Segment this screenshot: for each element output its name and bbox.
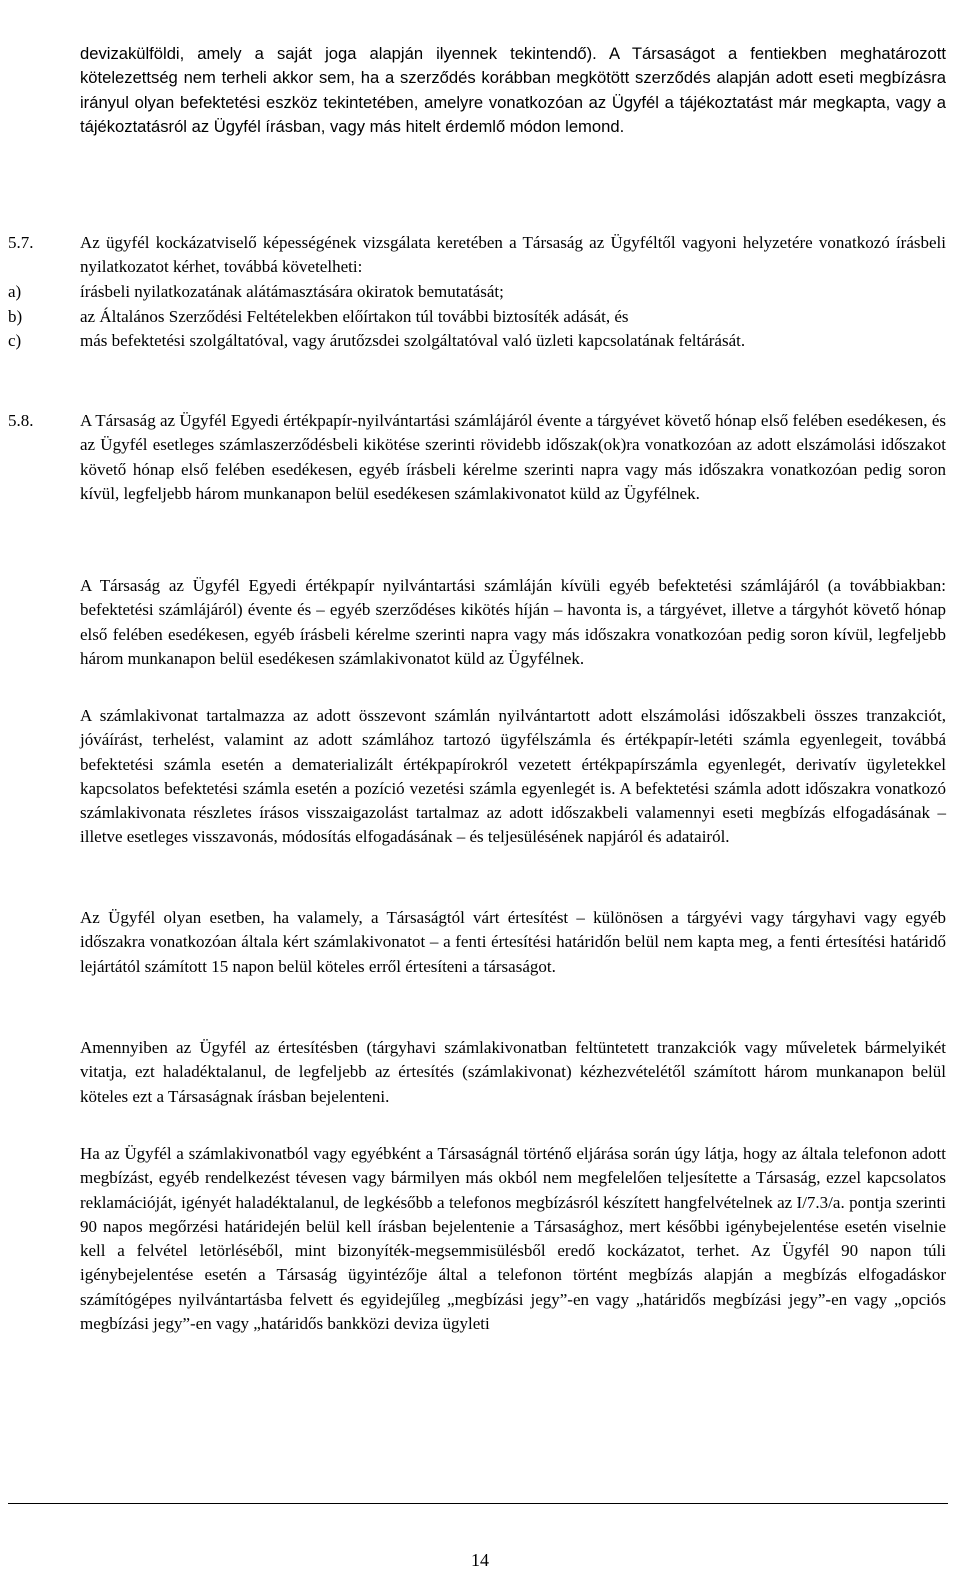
section-5-7-text: Az ügyfél kockázatviselő képességének vizsgálata keretében a Társaság az Ügyféltől vagyoni helyzetére vonatkozó írásbeli nyilatkozatot kérhet, továbbá követelheti: [80,233,946,277]
list-item-label-a: a) [8,282,22,301]
section-5-8-number: 5.8. [8,411,34,430]
section-5-8-paragraph-2: A Társaság az Ügyfél Egyedi értékpapír nyilvántartási számláján kívüli egyéb befektetési számlájáról (a továbbiakban: befektetési számlájáról) évente és – egyéb szerződéses kikötés híján – havonta is, a tárgyévet, illetve a tárgyhót követő hónap első felében esedékesen, egyéb írásbeli kérelme szerinti napra vagy más időszakra vonatkozóan pedig soron kívül, legfeljebb három munkanapon belül esedékesen számlakivonatot küld az Ügyfélnek. [80,576,946,668]
list-item-text-c: más befektetési szolgáltatóval, vagy árutőzsdei szolgáltatóval való üzleti kapcsolatának feltárását. [80,331,746,350]
section-5-8-paragraph-1: A Társaság az Ügyfél Egyedi értékpapír-nyilvántartási számlájáról évente a tárgyévet követő hónap első felében esedékesen, és az Ügyfél esetleges számlaszerződésbeli kikötése szerinti rövidebb időszak(ok)ra vonatkozóan az adott elszámolási időszakot követő hónap első felében esedékesen, egyéb írásbeli kérelme szerinti napra vagy más időszakra vonatkozóan pedig soron kívül, legfeljebb három munkanapon belül esedékesen számlakivonatot küld az Ügyfélnek. [80,411,946,503]
section-5-8-paragraph-4: Az Ügyfél olyan esetben, ha valamely, a Társaságtól várt értesítést – különösen a tárgyévi vagy tárgyhavi vagy egyéb időszakra vonatkozóan általa kért számlakivonatot – a fenti értesítési határidőn belül nem kapta meg, a fenti értesítési határidő lejártától számított 15 napon belül köteles erről értesíteni a társaságot. [80,908,946,976]
list-item-label-b: b) [8,307,23,326]
list-item-text-b: az Általános Szerződési Feltételekben előírtakon túl további biztosíték adását, és [80,307,629,326]
section-5-8-paragraph-5: Amennyiben az Ügyfél az értesítésben (tárgyhavi számlakivonatban feltüntetett tranzakciók vagy műveletek bármelyikét vitatja, ezt haladéktalanul, de legfeljebb az értesítés (számlakivonat) kézhezvételétől számított három munkanapon belül köteles ezt a Társaságnak írásban bejelenteni. [80,1038,946,1106]
footer-divider [8,1503,948,1504]
intro-paragraph: devizakülföldi, amely a saját joga alapján ilyennek tekintendő). A Társaságot a fentiekben meghatározott kötelezettség nem terheli akkor sem, ha a szerződés korábban megkötött szerződés alapján adott eseti megbízásra irányul olyan befektetési eszköz tekintetében, amelyre vonatkozóan az Ügyfél a tájékoztatást már megkapta, vagy a tájékoztatásról az Ügyfél írásban, vagy más hitelt érdemlő módon lemond. [80,44,946,136]
section-5-7-number: 5.7. [8,233,34,252]
section-5-8-paragraph-3: A számlakivonat tartalmazza az adott összevont számlán nyilvántartott adott elszámolási időszakbeli összes tranzakciót, jóváírást, terhelést, valamint az adott számlához tartozó ügyfélszámla és értékpapír-letéti számla egyenlegeit, továbbá befektetési számla esetén a dematerializált értékpapírokról vezetett értékpapírszámla egyenlegét, derivatív ügyletekkel kapcsolatos befektetési számla esetén a pozíció vezetési számla egyenlegét is. A befektetési számla adott időszakra vonatkozó számlakivonata részletes írásos visszaigazolást tartalmaz az adott időszakbeli valamennyi eseti megbízás elfogadásának – illetve esetleges visszavonás, módosítás elfogadásának – és teljesülésének napjáról és adatairól. [80,706,946,847]
list-item-label-c: c) [8,331,22,350]
list-item-text-a: írásbeli nyilatkozatának alátámasztására okiratok bemutatását; [80,282,504,301]
section-5-8-paragraph-6: Ha az Ügyfél a számlakivonatból vagy egyébként a Társaságnál történő eljárása során úgy látja, hogy az általa telefonon adott megbízást, egyéb rendelkezést tévesen vagy bármilyen más okból nem megfelelően teljesítette a Társaság, ezzel kapcsolatos reklamációját, igényét haladéktalanul, de legkésőbb a telefonos megbízásról készített hangfelvételnek az I/7.3/a. pontja szerinti 90 napos megőrzési határidején belül kell írásban bejelentenie a Társasághoz, mert későbbi igénybejelentése esetén viselnie kell a felvétel letörléséből, mint bizonyíték-megsemmisülésből eredő kockázatot, terhet. Az Ügyfél 90 napon túli igénybejelentése esetén a Társaság ügyintézője által a telefonon történt megbízás alapján a megbízás elfogadáskor számítógépes nyilvántartásba felvett és egyidejűleg „megbízási jegy”-en vagy „határidős megbízási jegy”-en vagy „opciós megbízási jegy”-en vagy „határidős bankközi deviza ügyleti [80,1144,946,1334]
page-number: 14 [471,1550,489,1570]
